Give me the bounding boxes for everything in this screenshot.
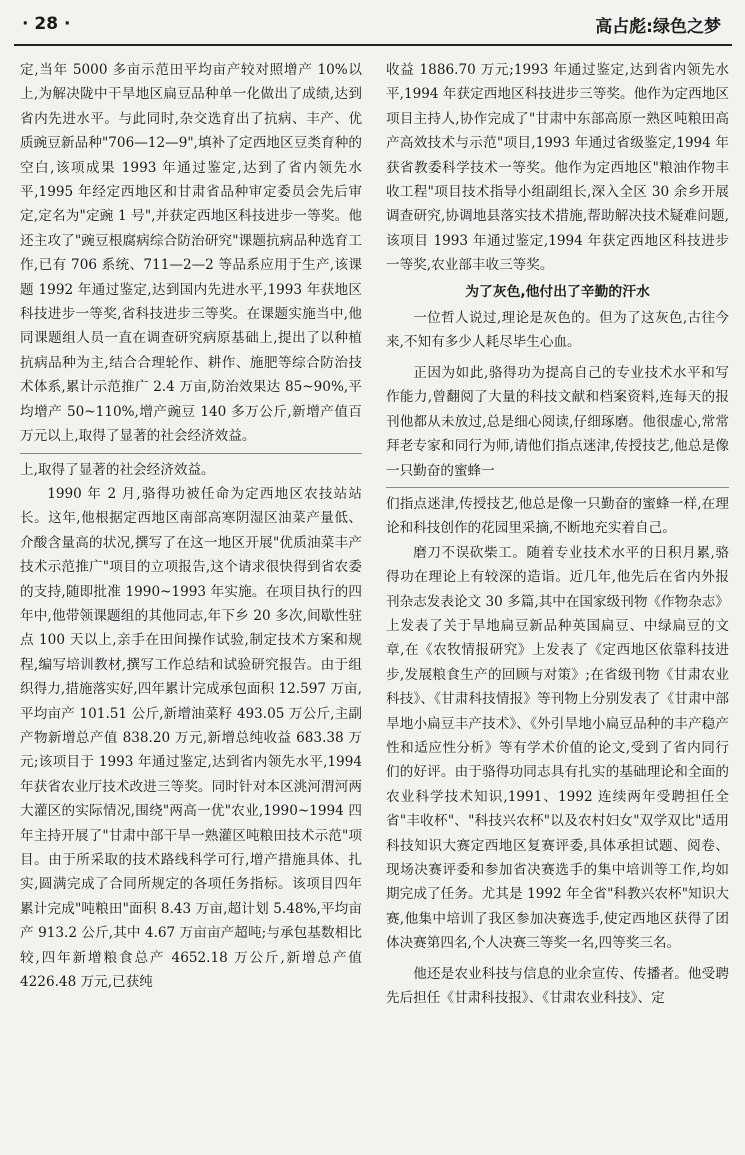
- header-rule: [14, 44, 732, 46]
- column-divider: [20, 453, 362, 454]
- body-paragraph: 1990 年 2 月,骆得功被任命为定西地区农技站站长。这年,他根据定西地区南部高寒阴湿区油菜产量低、介酸含量高的状况,撰写了在这一地区开展"优质油菜丰产技术示范推广"项目的立项报告,这个请求很快得到省农委的支持,随即批准 1990~1993 年实施。在项目执行的四年中,他带领课题组的其他同志,年下乡 20 多次,间歇性驻点 100 天以上,亲手在田间操作试验,制定技术方案和规程,编写培训教材,撰写工作总结和试验研究报告。由于组织得力,措施落实好,四年累计完成承包面积 12.597 万亩,平均亩产 101.51 公斤,新增油菜籽 493.05 万公斤,主副产物新增总产值 838.20 万元,新增总纯收益 683.38 万元;该项目于 1993 年通过鉴定,达到省内领先水平,1994 年获省农业厅技术改进三等奖。同时针对本区洮河渭河两大灌区的实际情况,围绕"两高一优"农业,1990~1994 四年主持开展了"甘肃中部干旱一熟灌区吨粮田技术示范"项目。由于所采取的技术路线科学可行,增产措施具体、扎实,圆满完成了合同所规定的各项任务指标。该项目四年累计完成"吨粮田"面积 8.43 万亩,超计划 5.48%,平均亩产 913.2 公斤,其中 4.67 万亩亩产超吨;与承包基数相比较,四年新增粮食总产 4652.18 万公斤,新增总产值 4226.48 万元,已获纯: [20, 485, 362, 991]
- right-column: [386, 58, 729, 1010]
- body-paragraph: 磨刀不误砍柴工。随着专业技术水平的日积月累,骆得功在理论上有较深的造诣。近几年,他先后在省内外报刊杂志发表论文 30 多篇,其中在国家级刊物《作物杂志》上发表了关于旱地扁豆新品种英国扁豆、中绿扁豆的文章,在《农牧情报研究》上发表了《定西地区依靠科技进步,发展粮食生产的回顾与对策》;在省级刊物《甘肃农业科技》、《甘肃科技情报》等刊物上分别发表了《甘肃中部旱地小扁豆丰产技术》、《外引旱地小扁豆品种的丰产稳产性和适应性分析》等有学术价值的论文,受到了省内同行们的好评。由于骆得功同志具有扎实的基础理论和全面的农业科学技术知识,1991、1992 连续两年受聘担任全省"丰收杯"、"科技兴农杯"以及农村妇女"双学双比"适用科技知识大赛定西地区复赛评委,具体承担试题、阅卷、现场决赛评委和参加省决赛选手的集中培训等工作,均如期完成了任务。尤其是 1992 年全省"科教兴农杯"知识大赛,他集中培训了我区参加决赛选手,使定西地区获得了团体决赛第四名,个人决赛三等奖一名,四等奖三名。: [386, 544, 729, 952]
- section-heading: 为了灰色,他付出了辛勤的汗水: [465, 283, 650, 300]
- duplicated-line: 上,取得了显著的社会经济效益。: [20, 461, 215, 478]
- body-paragraph: 他还是农业科技与信息的业余宣传、传播者。他受聘先后担任《甘肃科技报》、《甘肃农业科技》、定: [386, 965, 729, 1007]
- page-number: · 28 ·: [22, 14, 71, 34]
- running-title: 高占彪:绿色之梦: [595, 17, 721, 37]
- body-paragraph: 收益 1886.70 万元;1993 年通过鉴定,达到省内领先水平,1994 年获定西地区科技进步三等奖。他作为定西地区项目主持人,协作完成了"甘肃中东部高原一熟区吨粮田高产高效技术与示范"项目,1993 年通过省级鉴定,1994 年获省教委科学技术一等奖。他作为定西地区"粮油作物丰收工程"项目技术指导小组副组长,深入全区 30 余乡开展调查研究,协调地县落实技术措施,帮助解决技术疑难问题,该项目 1993 年通过鉴定,1994 年获定西地区科技进步一等奖,农业部丰收三等奖。: [386, 62, 729, 274]
- duplicated-line: 们指点迷津,传授技艺,他总是像一只勤奋的蜜蜂一样,在理论和科技创作的花园里采摘,不断地充实着自己。: [386, 495, 729, 537]
- left-column: [20, 58, 362, 994]
- body-paragraph: 正因为如此,骆得功为提高自己的专业技术水平和写作能力,曾翻阅了大量的科技文献和档案资料,连每天的报刊他都从未放过,总是细心阅读,仔细琢磨。他很虚心,常常拜老专家和同行为师,请他们指点迷津,传授技艺,他总是像一只勤奋的蜜蜂一: [386, 364, 729, 479]
- body-paragraph: 定,当年 5000 多亩示范田平均亩产较对照增产 10%以上,为解决陇中干旱地区扁豆品种单一化做出了成绩,达到省内先进水平。与此同时,杂交选育出了抗病、丰产、优质豌豆新品种"706—12—9",填补了定西地区豆类育种的空白,该项成果 1993 年通过鉴定,达到了省内领先水平,1995 年经定西地区和甘肃省品种审定委员会先后审定,定名为"定豌 1 号",并获定西地区科技进步一等奖。他还主攻了"豌豆根腐病综合防治研究"课题抗病品种选育工作,已有 706 系统、711—2—2 等品系应用于生产,该课题 1992 年通过鉴定,达到国内先进水平,1993 年获地区科技进步一等奖,省科技进步三等奖。在课题实施当中,他同课题组人员一直在调查研究病原基础上,提出了以种植抗病品种为主,结合合理轮作、耕作、施肥等综合防治技术体系,累计示范推广 2.4 万亩,防治效果达 85~90%,平均增产 50~110%,增产豌豆 140 多万公斤,新增产值百万元以上,取得了显著的社会经济效益。: [20, 62, 362, 445]
- column-divider: [386, 487, 729, 488]
- body-paragraph: 一位哲人说过,理论是灰色的。但为了这灰色,古往今来,不知有多少人耗尽毕生心血。: [386, 310, 729, 351]
- page-header: [0, 0, 745, 44]
